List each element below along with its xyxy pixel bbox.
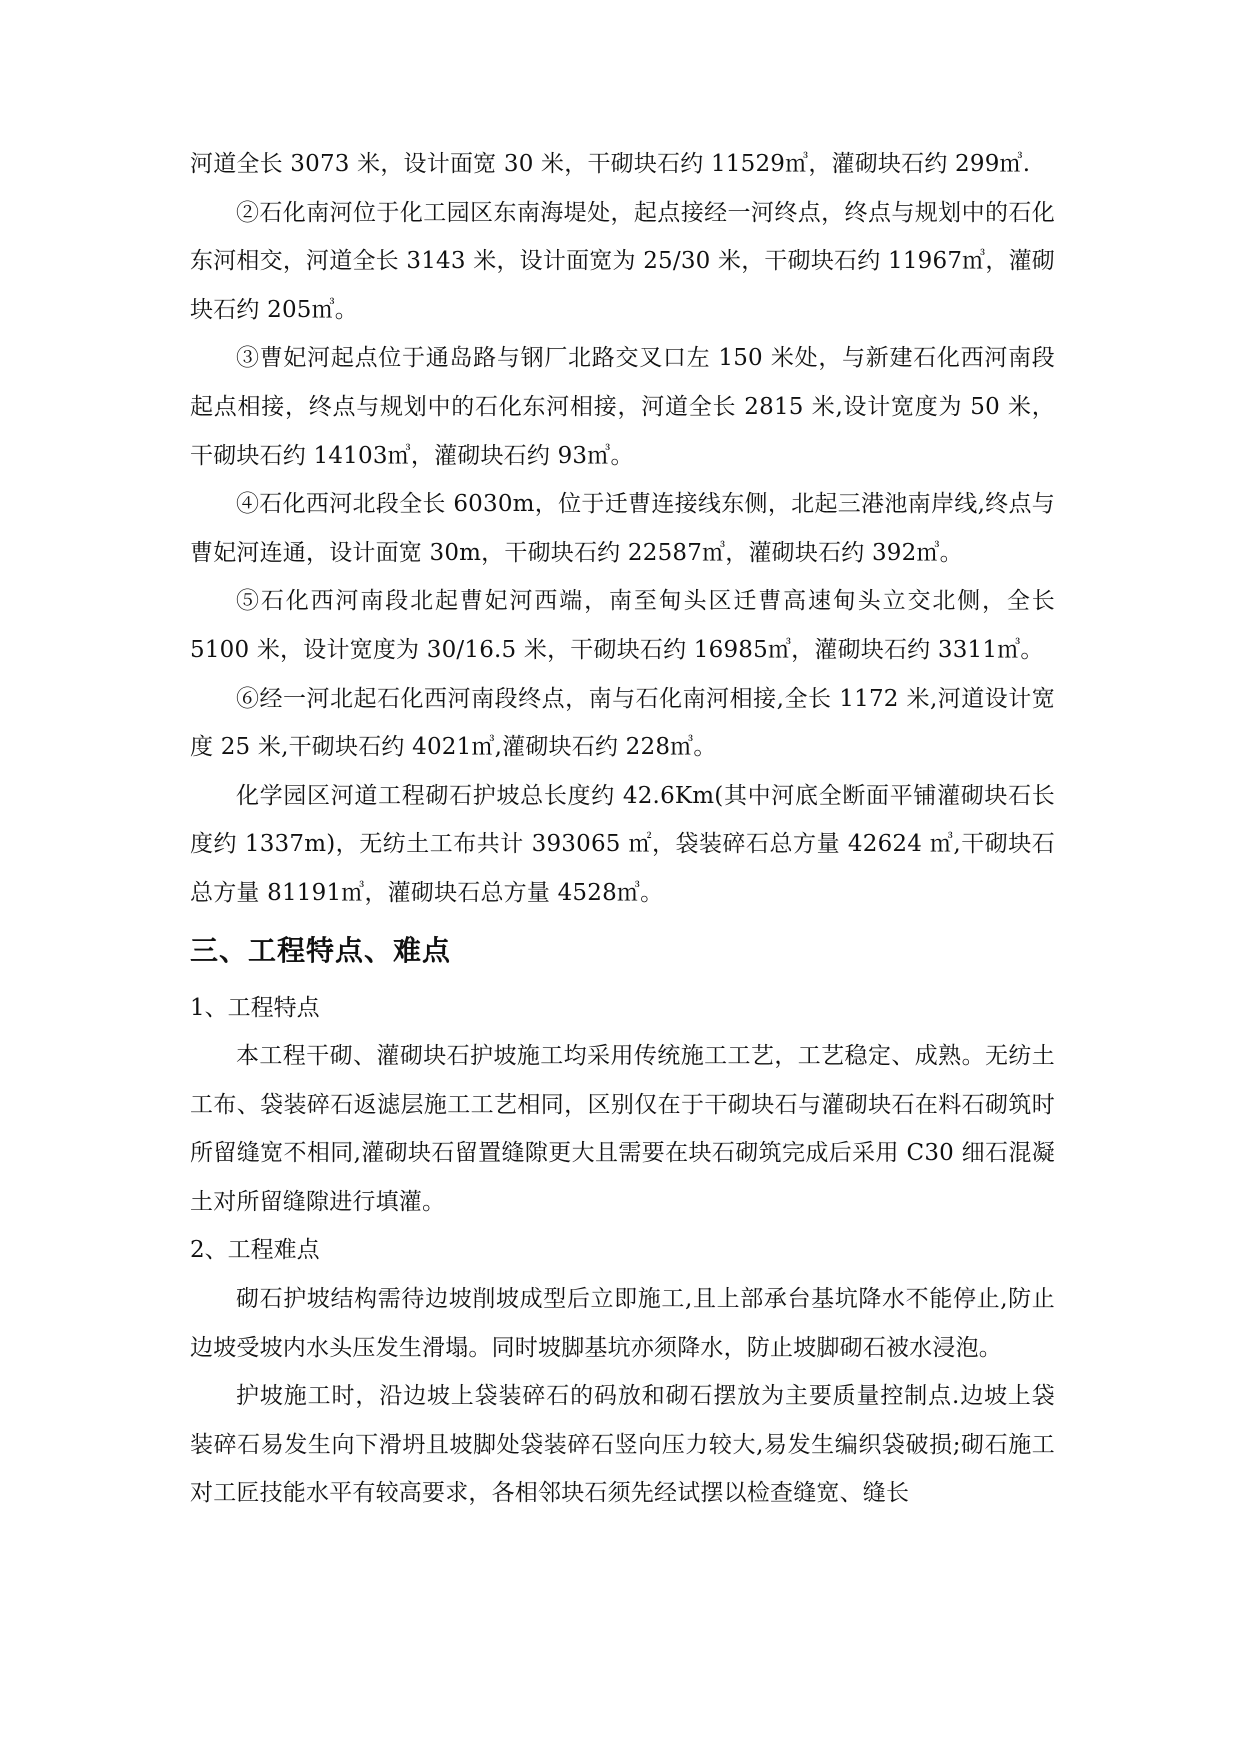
document-page [190, 140, 1055, 1518]
paragraph-difficulties-construction: 护坡施工时，沿边坡上袋装碎石的码放和砌石摆放为主要质量控制点.边坡上袋装碎石易发生向下滑坍且坡脚处袋装碎石竖向压力较大,易发生编织袋破损;砌石施工对工匠技能水平有较高要求，各相邻块石须先经试摆以检查缝宽、缝长 [190, 1383, 1055, 1507]
paragraph-shihua-west-river-north: ④石化西河北段全长 6030m，位于迁曹连接线东侧，北起三港池南岸线,终点与曹妃河连通，设计面宽 30m，干砌块石约 22587㎥，灌砌块石约 392㎥。 [190, 491, 1055, 566]
paragraph-project-totals: 化学园区河道工程砌石护坡总长度约 42.6Km(其中河底全断面平铺灌砌块石长度约 1337m)，无纺土工布共计 393065 ㎡，袋装碎石总方量 42624 ㎥,干砌块石总方量 81191㎥，灌砌块石总方量 4528㎥。 [190, 782, 1055, 906]
paragraph-difficulties-slope: 砌石护坡结构需待边坡削坡成型后立即施工,且上部承台基坑降水不能停止,防止边坡受坡内水头压发生滑塌。同时坡脚基坑亦须降水，防止坡脚砌石被水浸泡。 [190, 1286, 1055, 1361]
subheading-difficulties: 2、工程难点 [190, 1237, 320, 1264]
paragraph-shihua-west-river-south: ⑤石化西河南段北起曹妃河西端，南至甸头区迁曹高速甸头立交北侧，全长 5100 米，设计宽度为 30/16.5 米，干砌块石约 16985㎥，灌砌块石约 3311㎥。 [190, 588, 1055, 663]
subheading-features: 1、工程特点 [190, 994, 320, 1021]
paragraph-shihua-south-river: ②石化南河位于化工园区东南海堤处，起点接经一河终点，终点与规划中的石化东河相交，河道全长 3143 米，设计面宽为 25/30 米，干砌块石约 11967㎥，灌砌块石约 205㎥。 [190, 199, 1055, 323]
paragraph-features: 本工程干砌、灌砌块石护坡施工均采用传统施工工艺，工艺稳定、成熟。无纺土工布、袋装碎石返滤层施工工艺相同，区别仅在于干砌块石与灌砌块石在料石砌筑时所留缝宽不相同,灌砌块石留置缝隙更大且需要在块石砌筑完成后采用 C30 细石混凝土对所留缝隙进行填灌。 [190, 1043, 1055, 1215]
paragraph-jingyi-river: ⑥经一河北起石化西河南段终点，南与石化南河相接,全长 1172 米,河道设计宽度 25 米,干砌块石约 4021㎥,灌砌块石约 228㎥。 [190, 685, 1055, 761]
paragraph-caofei-river: ③曹妃河起点位于通岛路与钢厂北路交叉口左 150 米处，与新建石化西河南段起点相接，终点与规划中的石化东河相接，河道全长 2815 米,设计宽度为 50 米，干砌块石约 14103㎥，灌砌块石约 93㎥。 [190, 345, 1055, 469]
section-heading-features-difficulties: 三、工程特点、难点 [190, 933, 452, 967]
paragraph-river-length-continued: 河道全长 3073 米，设计面宽 30 米，干砌块石约 11529㎥，灌砌块石约 299㎥. [190, 151, 1031, 177]
